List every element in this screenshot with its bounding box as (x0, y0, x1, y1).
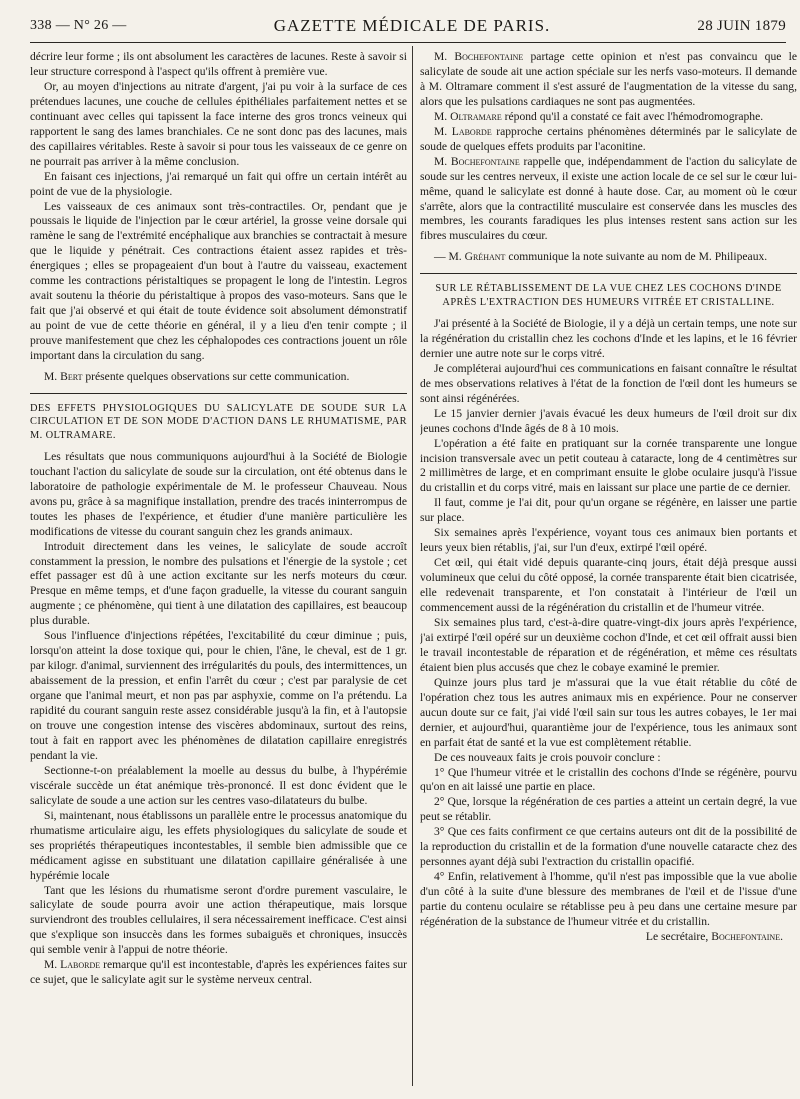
paragraph: Cet œil, qui était vidé depuis quarante-cinq jours, était déjà presque aussi volumineux que celui du côté opposé, la cornée transparente était bien cicatrisée, elle redevenait transparente, et l'on constatait à l'intérieur de l'œil un commencement aussi de la régénération du cristallin et de l'humeur vitrée. (420, 556, 797, 615)
paragraph: Les résultats que nous communiquons aujourd'hui à la Société de Biologie touchant l'action du salicylate de soude sur la circulation, ont été obtenus dans le laboratoire de pathologie expérimentale de M. le professeur Chauveau. Nous avons pu, grâce à sa magnifique installation, prendre des tracés ininterrompus de toutes les phases de l'expérience, et étudier d'une manière particulière les modifications de vitesse du courant sanguin chez les grands animaux. (30, 449, 407, 538)
speaker-name: M. Bochefontaine (434, 50, 524, 63)
paragraph: J'ai présenté à la Société de Biologie, il y a déjà un certain temps, une note sur la régénération du cristallin chez les cochons d'Inde et les lapins, et le 16 février dernier une autre note sur le corps vitré. (420, 316, 797, 360)
speaker-name: M. Laborde (44, 958, 101, 972)
paragraph: décrire leur forme ; ils ont absolument les caractères de lacunes. Reste à savoir si leur structure correspond à l'aspect qu'ils offrent à première vue. (30, 50, 407, 78)
section-rule (30, 393, 407, 394)
conclusion-item: 4° Enfin, relativement à l'homme, qu'il n'est pas impossible que la vue abolie d'un côté à la suite d'une blessure des membranes de l'œil et de l'issue d'une partie du contenu oculaire se rétablisse peu à peu dans une certaine mesure par régénération de la substance de l'humeur vitrée et du cristallin. (420, 870, 797, 929)
conclusion-item: 1° Que l'humeur vitrée et le cristallin des cochons d'Inde se régénère, pourvu qu'on en ait laissé une partie en place. (420, 765, 797, 794)
header-rule (30, 42, 786, 43)
paragraph-bert (30, 370, 407, 385)
right-column (420, 50, 797, 1090)
paragraph: En faisant ces injections, j'ai remarqué un fait qui offre un certain intérêt au point de vue de la physiologie. (30, 169, 407, 198)
speaker-text: partage cette opinion et n'est pas convaincu que le salicylate de soude ait une action spéciale sur les nerfs vaso-moteurs. Il demande à M. Oltramare comment il s'est assuré de l'augmentation de la vitesse du sang, alors que les pulsations cardiaques ne sont pas augmentées. (420, 50, 797, 108)
issue-date: 28 JUIN 1879 (697, 17, 786, 34)
speaker-name: — M. Gréhant (434, 250, 506, 264)
journal-title: GAZETTE MÉDICALE DE PARIS. (273, 16, 551, 35)
paragraph: L'opération a été faite en pratiquant sur la cornée transparente une longue incision transversale avec un petit couteau à cataracte, long de 4 centimètres sur 2 millimètres de large, et en comprimant ensuite le globe oculaire jusqu'à l'issue du cristallin et du corps vitré, mais en laissant sur place une partie de ce dernier. (420, 436, 797, 495)
speaker-text: remarque qu'il est incontestable, d'après les expériences faites sur ce sujet, que le salicylate agit sur le système nerveux central. (30, 958, 407, 987)
paragraph: Le 15 janvier dernier j'avais évacué les deux humeurs de l'œil droit sur dix jeunes cochons d'Inde âgés de 8 à 10 mois. (420, 406, 797, 435)
section-title-regeneration: SUR LE RÉTABLISSEMENT DE LA VUE CHEZ LES COCHONS D'INDE APRÈS L'EXTRACTION DES HUMEURS VITRÉE ET CRISTALLINE. (435, 283, 782, 308)
paragraph-laborde (30, 958, 407, 988)
paragraph: Les vaisseaux de ces animaux sont très-contractiles. Or, pendant que je poussais le liquide de l'injection par le cœur artériel, la grosse veine dorsale qui ramène le sang de l'extrémité encéphalique aux branchies se contractait à mesure que le liquide y pénétrait. Ces contractions étaient assez rapides et très-énergiques ; elles se propageaient d'un bout à l'autre du vaisseau, exactement comme les contractions péristaltiques se propagent le long de l'intestin. Legros avait soutenu la théorie du péristaltique à propos des vaso-moteurs. Sans que le fait que j'ai observé et qui était de toute évidence soit absolument démonstratif au point de vue de cette théorie en général, il y a lieu d'en tenir compte ; il prouve manifestement que chez les céphalopodes ces contractions jouent un rôle important dans la circulation du sang. (30, 199, 407, 363)
paragraph: Or, au moyen d'injections au nitrate d'argent, j'ai pu voir à la surface de ces prétendues lacunes, une couche de cellules épithéliales parfaitement nettes et se continuant avec celles qui tapissent la face interne des gros troncs veineux qui rapportent le sang des lames branchiales. Ce ne sont donc pas des lacunes, mais des capillaires véritables. Reste à savoir si pour tous les vaisseaux de ce genre on ne pourrait pas arriver à la même conclusion. (30, 79, 407, 168)
speaker-text: rappelle que, indépendamment de l'action du salicylate de soude sur les centres nerveux, il existe une action locale de ce sel sur le cœur lui-même, quand le salicylate est donné à haute dose. Car, au moment où le cœur s'arrête, alors que la contractilité musculaire est conservée dans les muscles des membres, les courants faradiques les plus intenses restent sans action sur les fibres musculaires du cœur. (420, 154, 797, 243)
paragraph: Six semaines plus tard, c'est-à-dire quatre-vingt-dix jours après l'expérience, j'ai extirpé l'œil opéré sur un deuxième cochon d'Inde, et cet œil offrait aussi bien le travail incontestable de réparation et de régénération, et même ces résultats étaient bien plus accusés que chez le cobaye examiné le premier. (420, 616, 797, 674)
speaker-name: M. Bochefontaine (434, 154, 520, 168)
paragraph: De ces nouveaux faits je crois pouvoir conclure : (434, 750, 661, 764)
paragraph: Six semaines après l'expérience, voyant tous ces animaux bien portants et leurs yeux bien rétablis, j'ai, sur l'un d'eux, extirpé l'œil opéré. (420, 526, 797, 555)
section-title-salicylate: DES EFFETS PHYSIOLOGIQUES DU SALICYLATE DE SOUDE SUR LA CIRCULATION ET DE SON MODE D'ACTION DANS LE RHUMATISME, PAR M. OLTRAMARE. (30, 402, 407, 441)
speaker-text: répond qu'il a constaté ce fait avec l'hémodromographe. (501, 109, 764, 123)
signature-label: Le secrétaire, (645, 930, 712, 944)
conclusion-item: 3° Que ces faits confirment ce que certains auteurs ont dit de la possibilité de la reproduction du cristallin et de la formation d'une nouvelle cataracte chez des personnes ayant déjà subi l'extraction du cristallin opacifié. (420, 825, 797, 869)
paragraph-bochefontaine (420, 155, 797, 245)
paragraph: Si, maintenant, nous établissons un parallèle entre le processus anatomique du rhumatisme articulaire aigu, les effets physiologiques du salicylate de soude et ses propriétés thérapeutiques incontestables, il semble bien admissible que ce médicament agisse en substituant une dilatation capillaire généralisée à une hypérémie locale (30, 808, 407, 882)
signature (420, 930, 797, 945)
paragraph-oltramare (420, 110, 797, 125)
paragraph: Sectionne-t-on préalablement la moelle au dessus du bulbe, à l'hypérémie viscérale succède un état anémique très-prononcé. Il est donc évident que le salicylate de soude a une action sur les centres vaso-dilatateurs du bulbe. (30, 763, 407, 807)
paragraph-laborde (420, 125, 797, 155)
page-number: 338 — N° 26 — (30, 18, 127, 33)
page-header (30, 14, 786, 38)
signature-name: Bochefontaine. (711, 930, 783, 944)
speaker-name: M. Laborde (434, 124, 492, 138)
speaker-name: M. Bert (44, 370, 83, 384)
left-column (30, 50, 407, 1090)
section-rule (420, 273, 797, 274)
paragraph: Sous l'influence d'injections répétées, l'excitabilité du cœur diminue ; puis, lorsqu'on atteint la dose toxique qui, pour le chien, l'âne, le cheval, est de 1 gr. par kilogr. d'animal, surviennent des irrégularités du pouls, des intermittences, un abaissement de la pression, et enfin l'arrêt du cœur ; c'est par paralysie de cet organe que l'animal meurt, et non pas par asphyxie, comme on l'a prétendu. La rapidité du courant sanguin reste assez considérable jusqu'à la fin, et à l'autopsie on trouve une congestion intense des viscères abdominaux, surtout des reins, tout à fait en rapport avec les phénomènes de dilatation capillaire enregistrés pendant la vie. (30, 629, 407, 762)
speaker-name: M. Oltramare (434, 109, 502, 123)
paragraph: Quinze jours plus tard je m'assurai que la vue était rétablie du côté de l'opération chez tous les autres animaux mis en expérience. Pour ne conserver aucun doute sur ce fait, j'ai vidé l'œil sain sur tous les autres cobayes, le 1er mai dernier, et aujourd'hui, quarantième jour de l'expérience, tous les animaux sont en parfait état de santé et la vue est complètement rétablie. (420, 675, 797, 749)
paragraph: Je compléterai aujourd'hui ces communications en faisant connaître le résultat de mes observations relatives à l'état de la fonction de l'œil dont les humeurs se sont ainsi régénérées. (420, 361, 797, 405)
paragraph-bochefontaine (420, 50, 797, 110)
conclusion-item: 2° Que, lorsque la régénération de ces parties a atteint un certain degré, la vue peut se rétablir. (420, 795, 797, 824)
speaker-text: présente quelques observations sur cette communication. (82, 370, 350, 384)
paragraph-grehant (420, 250, 797, 265)
paragraph: Introduit directement dans les veines, le salicylate de soude accroît constamment la pression, le nombre des pulsations et l'énergie de la systole ; cet effet passager est dû à une action excitante sur les nerfs moteurs du cœur. Presque en même temps, et d'une façon graduelle, la vitesse du courant sanguin augmente ; ce phénomène, qui tient à une dilatation des capillaires, est beaucoup plus durable. (30, 539, 407, 628)
speaker-text: rapproche certains phénomènes déterminés par le salicylate de soude de quelques effets produits par l'aconitine. (420, 124, 797, 153)
column-divider (412, 46, 413, 1086)
speaker-text: communique la note suivante au nom de M. Philipeaux. (505, 250, 768, 264)
paragraph: Il faut, comme je l'ai dit, pour qu'un organe se régénère, en laisser une partie sur place. (420, 496, 797, 525)
paragraph: Tant que les lésions du rhumatisme seront d'ordre purement vasculaire, le salicylate de soude pourra avoir une action thérapeutique, mais lorsque surviendront des troubles cellulaires, il sera nécessairement inefficace. C'est ainsi que s'explique son insuccès dans les formes subaiguës et chroniques, insuccès qui semble venir à l'appui de notre théorie. (30, 883, 407, 957)
